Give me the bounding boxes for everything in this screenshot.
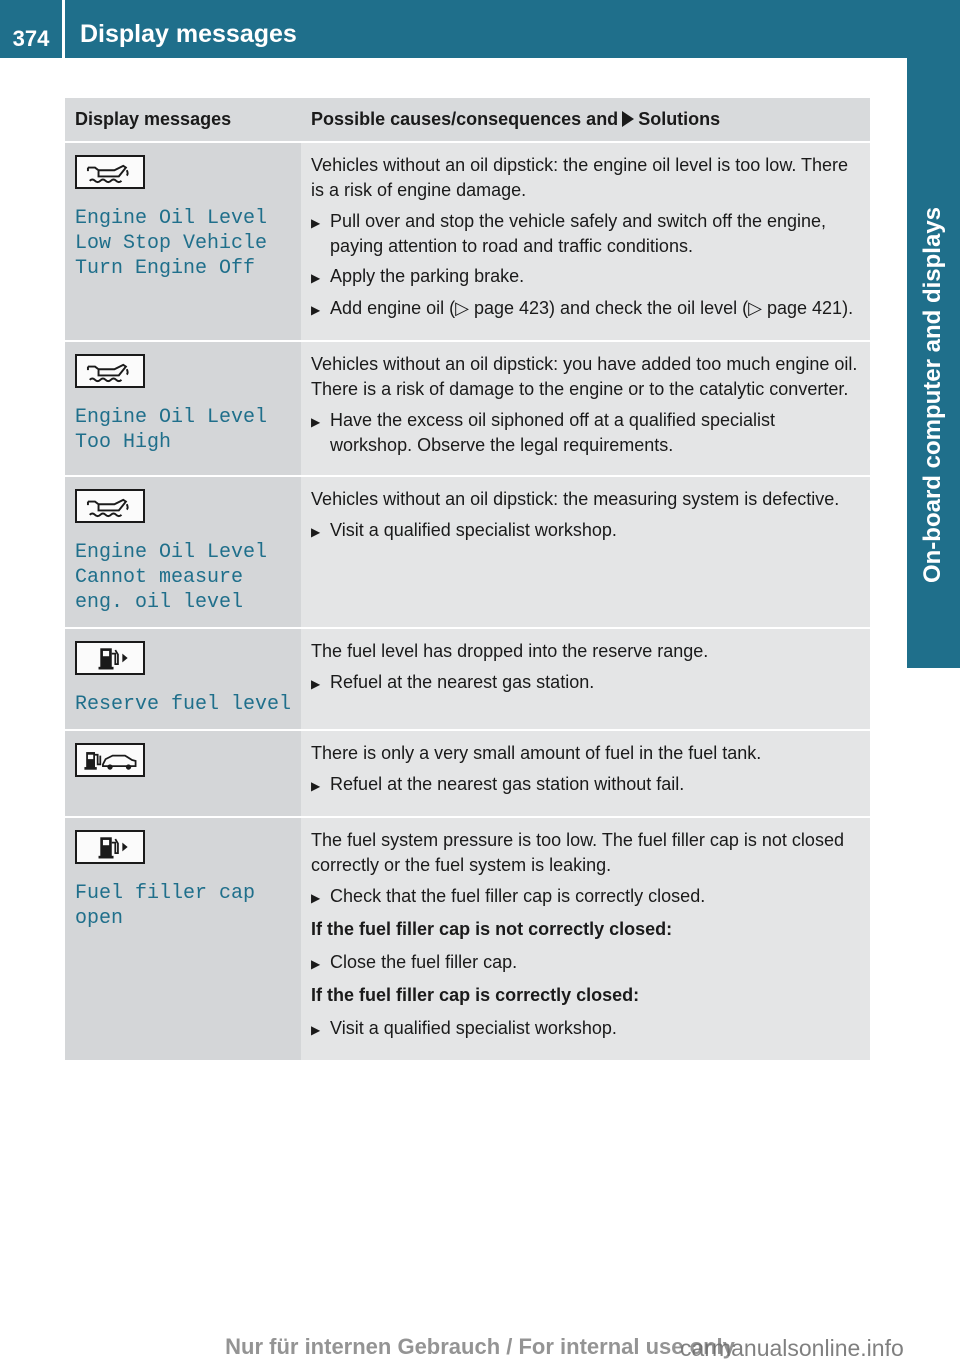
col-header-causes	[301, 98, 870, 142]
step-text: Check that the fuel filler cap is correctly closed.	[330, 886, 706, 906]
oil-level-icon	[75, 489, 145, 523]
display-cell	[65, 730, 301, 817]
watermark: carmanualsonline.info	[680, 1335, 904, 1361]
causes-cell	[301, 142, 870, 341]
step-arrow-icon: ▶	[311, 677, 321, 691]
col-header-causes-text: Possible causes/consequences and	[311, 109, 619, 129]
internal-use-footer: Nur für internen Gebrauch / For internal use only	[225, 1334, 735, 1359]
table-row	[65, 730, 870, 817]
cause-text: There is only a very small amount of fuel in the fuel tank.	[311, 743, 762, 763]
step-arrow-icon: ▶	[311, 415, 321, 429]
col-header-display: Display messages	[65, 98, 301, 142]
cause-text: Vehicles without an oil dipstick: the measuring system is defective.	[311, 489, 840, 509]
cause-text: The fuel level has dropped into the reserve range.	[311, 641, 709, 661]
display-cell	[65, 341, 301, 476]
oil-level-icon	[75, 354, 145, 388]
display-cell	[65, 142, 301, 341]
condition-heading: If the fuel filler cap is correctly closed:	[311, 985, 640, 1005]
cause-text: Vehicles without an oil dipstick: the engine oil level is too low. There is a risk of engine damage.	[311, 155, 849, 200]
step-text: Have the excess oil siphoned off at a qualified specialist workshop. Observe the legal requirements.	[330, 410, 775, 455]
step-arrow-icon: ▶	[311, 779, 321, 793]
step-text: Refuel at the nearest gas station.	[330, 672, 595, 692]
display-cell	[65, 817, 301, 1061]
step-arrow-icon: ▶	[311, 271, 321, 285]
display-message-text: Engine Oil Level Too High	[75, 406, 268, 454]
solution-step	[311, 264, 860, 291]
page-number: 374	[12, 26, 50, 51]
cause-text: The fuel system pressure is too low. The fuel filler cap is not closed correctly or the fuel system is leaking.	[311, 830, 844, 875]
table-row	[65, 341, 870, 476]
step-text: Visit a qualified specialist workshop.	[330, 520, 617, 540]
display-message-text: Reserve fuel level	[75, 693, 292, 716]
solution-step	[311, 884, 860, 911]
table-header-row	[65, 98, 870, 142]
page-header	[0, 0, 960, 58]
step-text: Refuel at the nearest gas station without fail.	[330, 774, 685, 794]
step-text: Add engine oil (▷ page 423) and check the oil level (▷ page 421).	[330, 298, 854, 318]
solution-step	[311, 772, 860, 799]
causes-cell	[301, 341, 870, 476]
display-messages-table	[65, 98, 870, 1062]
causes-cell	[301, 730, 870, 817]
causes-cell	[301, 628, 870, 730]
causes-cell	[301, 817, 870, 1061]
solution-step	[311, 1016, 860, 1043]
step-text: Apply the parking brake.	[330, 266, 525, 286]
solution-step	[311, 518, 860, 545]
table-row	[65, 142, 870, 341]
step-arrow-icon: ▶	[311, 216, 321, 230]
display-message-text: Engine Oil Level Cannot measure eng. oil level	[75, 541, 268, 614]
causes-cell	[301, 476, 870, 628]
page-title: Display messages	[80, 20, 297, 48]
solution-step	[311, 296, 860, 323]
step-text: Pull over and stop the vehicle safely and switch off the engine, paying attention to road and traffic conditions.	[330, 211, 827, 256]
step-text: Visit a qualified specialist workshop.	[330, 1018, 617, 1038]
solution-step	[311, 950, 860, 977]
fuel-car-icon	[75, 743, 145, 777]
header-divider	[62, 0, 65, 58]
solution-step	[311, 209, 860, 259]
table-row	[65, 817, 870, 1061]
step-arrow-icon: ▶	[311, 525, 321, 539]
solution-step	[311, 670, 860, 697]
step-text: Close the fuel filler cap.	[330, 952, 518, 972]
display-message-text: Engine Oil Level Low Stop Vehicle Turn Engine Off	[75, 207, 268, 280]
table-row	[65, 628, 870, 730]
arrow-icon	[622, 111, 634, 127]
display-message-text: Fuel filler cap open	[75, 882, 256, 930]
step-arrow-icon: ▶	[311, 957, 321, 971]
step-arrow-icon: ▶	[311, 303, 321, 317]
condition-heading: If the fuel filler cap is not correctly closed:	[311, 919, 673, 939]
solution-step	[311, 408, 860, 458]
display-cell	[65, 476, 301, 628]
section-tab-marker	[907, 618, 960, 668]
fuel-pump-icon	[75, 641, 145, 675]
step-arrow-icon: ▶	[311, 891, 321, 905]
col-header-solutions-text: Solutions	[638, 109, 721, 129]
cause-text: Vehicles without an oil dipstick: you have added too much engine oil. There is a risk of damage to the engine or to the catalytic converter.	[311, 354, 858, 399]
fuel-pump-icon	[75, 830, 145, 864]
display-cell	[65, 628, 301, 730]
step-arrow-icon: ▶	[311, 1023, 321, 1037]
table-row	[65, 476, 870, 628]
section-tab-label: On-board computer and displays	[919, 206, 946, 584]
oil-level-icon	[75, 155, 145, 189]
